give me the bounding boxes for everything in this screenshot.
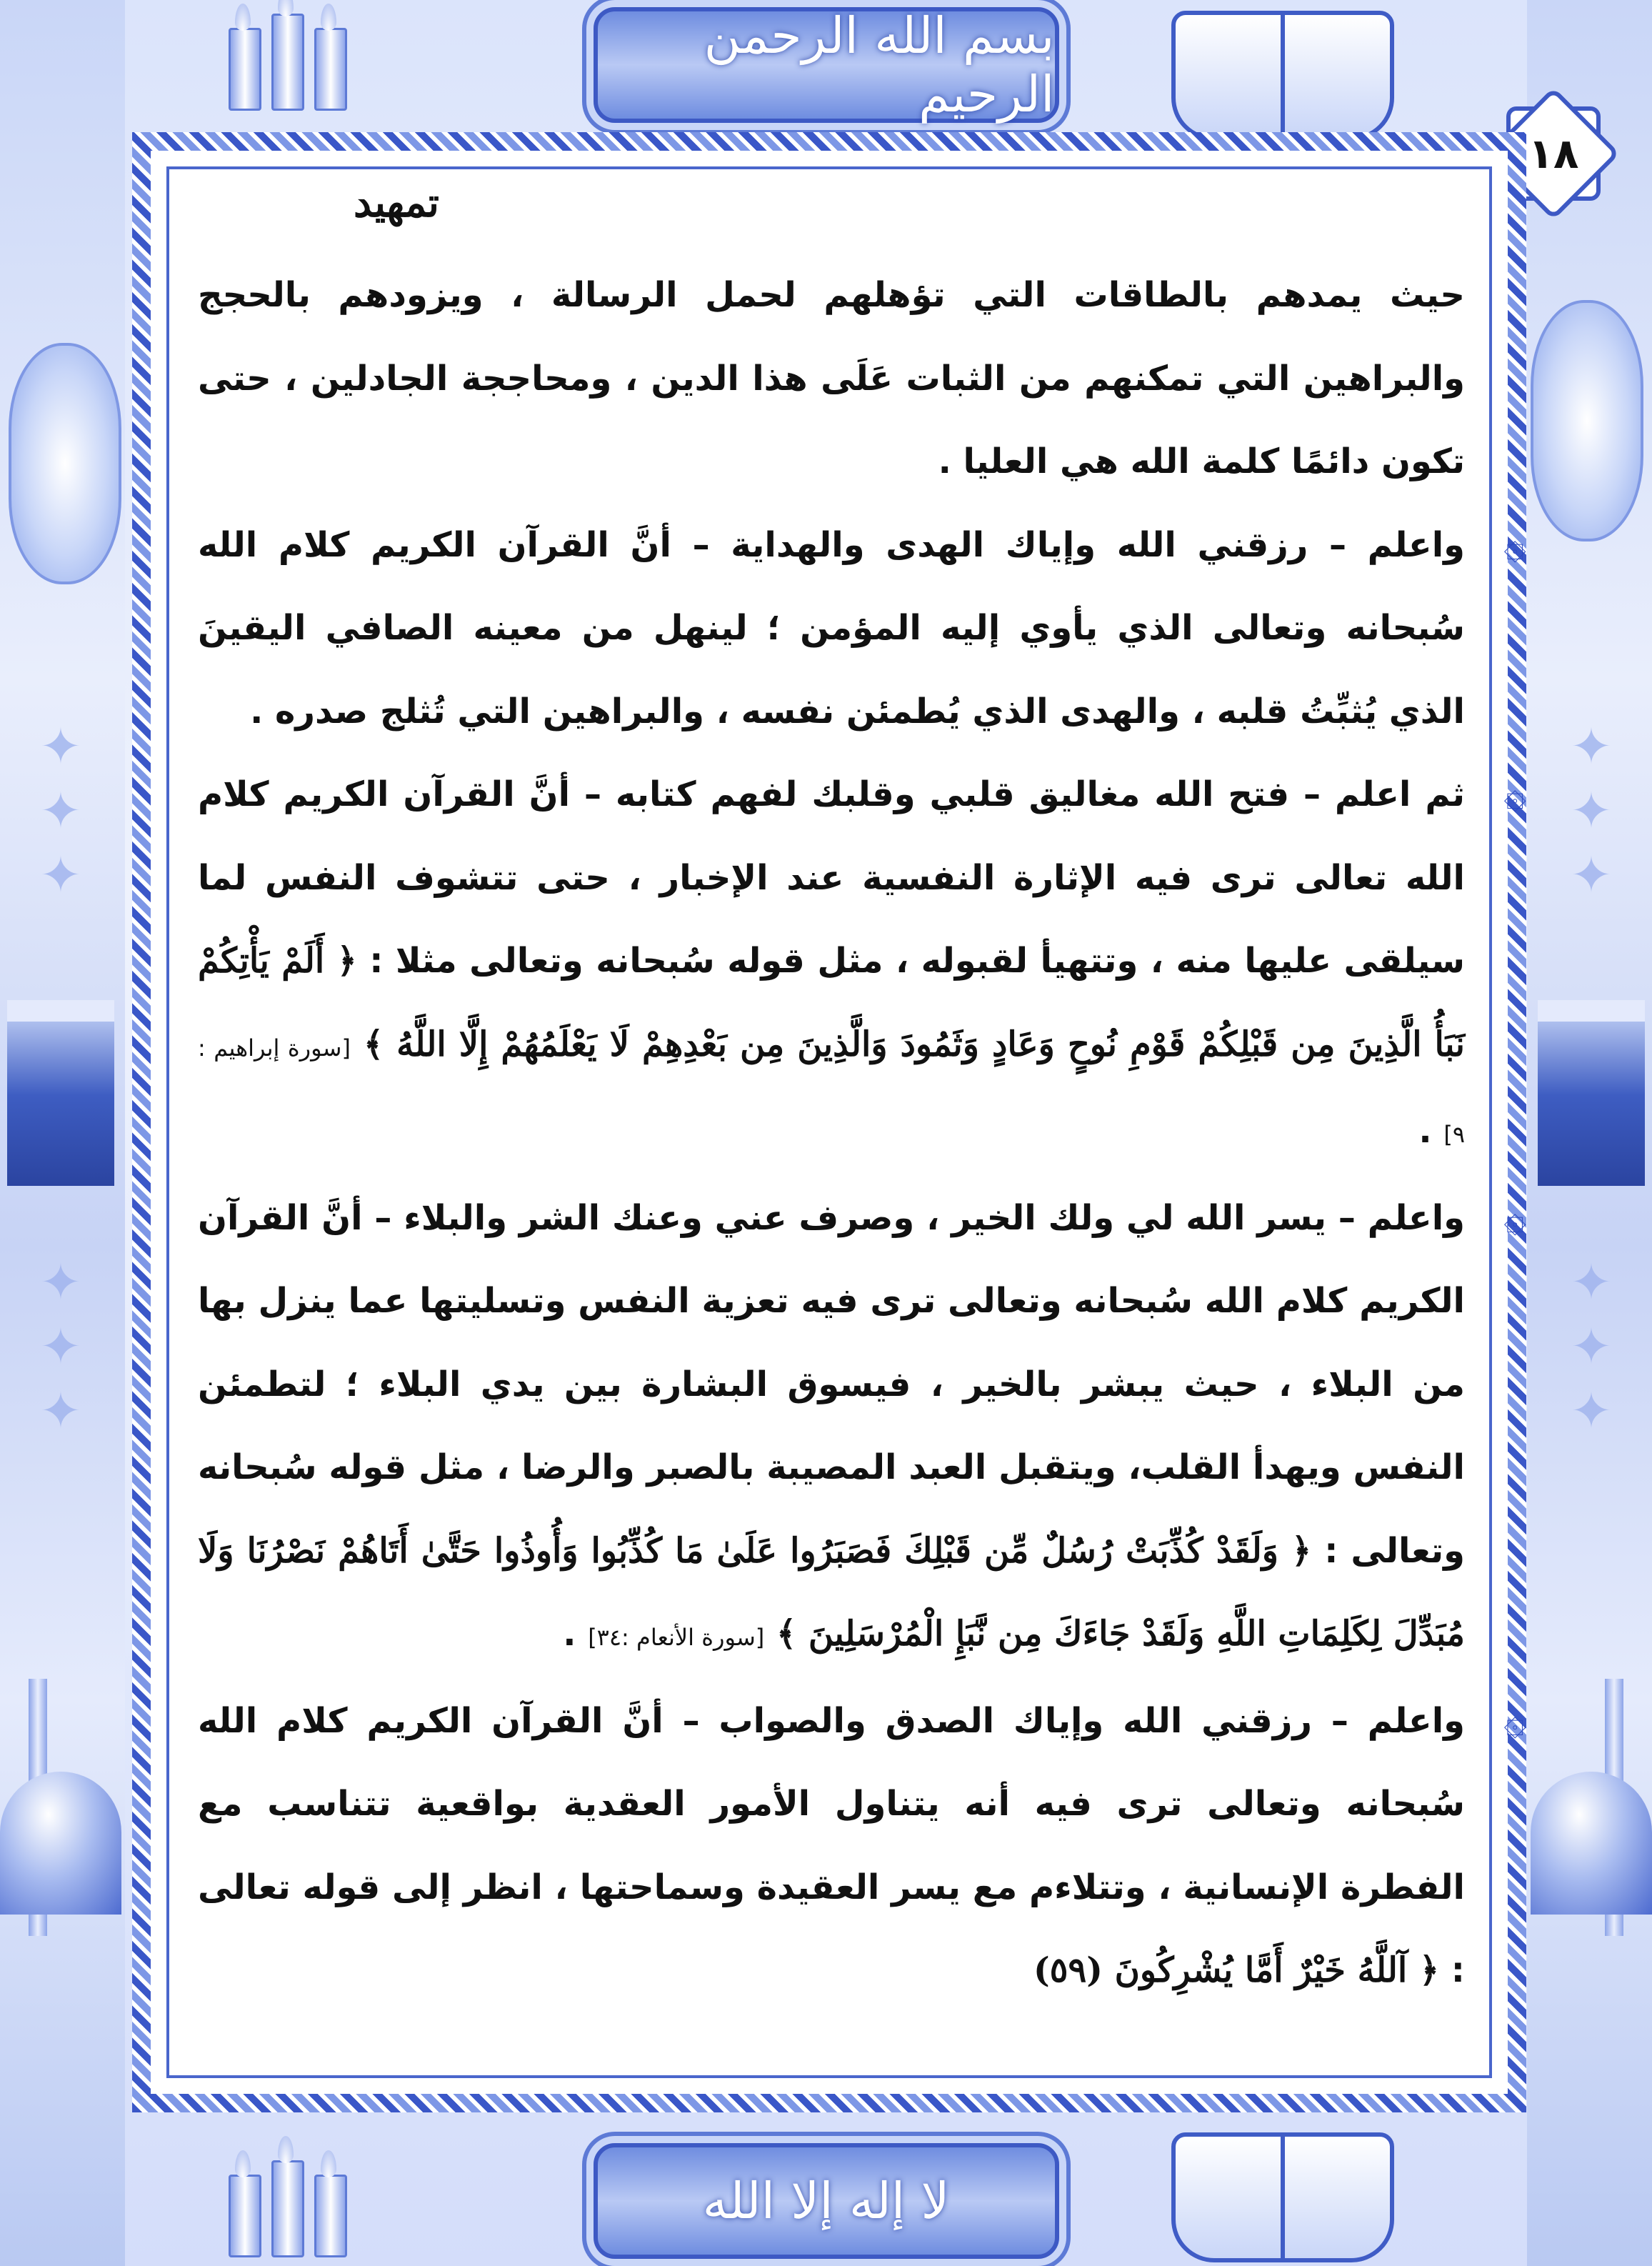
surah-reference: [سورة الأنعام :٣٤]	[588, 1624, 765, 1651]
dome-icon	[0, 1772, 121, 1915]
tahlil-text: لا إله إلا الله	[702, 2172, 950, 2230]
book-top-icon	[1171, 11, 1394, 141]
surah-reference: [سورة إبراهيم : ٩]	[198, 1034, 1465, 1148]
candles-top-icon	[214, 4, 357, 111]
right-decoration	[1527, 0, 1652, 2266]
candles-bottom-icon	[214, 2150, 357, 2257]
quran-quote: ﴿ أَلَمْ يَأْتِكُمْ نَبَأُ الَّذِينَ مِن قَبْلِكُمْ قَوْمِ نُوحٍ وَعَادٍ وَثَمُودَ وَالَّذِينَ مِن بَعْدِهِمْ لَا يَعْلَمُهُمْ إِلَّا اللَّهُ ﴾	[198, 941, 1466, 1064]
text-frame-inner	[166, 166, 1492, 2078]
paragraph-5: ۞ واعلم – رزقني الله وإياك الصدق والصواب – أنَّ القرآن الكريم كلام الله سُبحانه وتعالى ترى فيه أنه يتناول الأمور العقدية بواقعية تتناسب مع الفطرة الإنسانية ، وتتلاءم مع يسر العقيدة وسماحتها ، انظر إلى قوله تعالى : ﴿ آللَّهُ خَيْرٌ أَمَّا يُشْرِكُونَ (٥٩)	[198, 1679, 1465, 2012]
quran-quote: ﴿ وَلَقَدْ كُذِّبَتْ رُسُلٌ مِّن قَبْلِكَ فَصَبَرُوا عَلَىٰ مَا كُذِّبُوا وَأُوذُوا حَتَّىٰ أَتَاهُمْ نَصْرُنَا وَلَا مُبَدِّلَ لِكَلِمَاتِ اللَّهِ وَلَقَدْ جَاءَكَ مِن نَّبَإِ الْمُرْسَلِينَ ﴾	[198, 1530, 1465, 1654]
left-calligraphy-icon: ✦ ✦ ✦	[39, 717, 82, 904]
paragraph-2: ۞ واعلم – رزقني الله وإياك الهدى والهداية – أنَّ القرآن الكريم كلام الله سُبحانه وتعالى الذي يأوي إليه المؤمن ؛ لينهل من معينه الصافي اليقينَ الذي يُثبِّتُ قلبه ، والهدى الذي يُطمئن نفسه ، والبراهين التي تُثلج صدره .	[198, 504, 1465, 754]
left-medallion-icon	[9, 343, 121, 584]
dome-right-icon	[1531, 1772, 1652, 1915]
top-banner	[594, 7, 1059, 123]
left-decoration	[0, 0, 125, 2266]
basmala-text: بسم الله الرحمن الرحيم	[704, 6, 1055, 124]
bottom-banner	[594, 2143, 1059, 2259]
page-title: تمهيد	[353, 179, 440, 226]
right-calligraphy-2-icon: ✦ ✦ ✦	[1570, 1253, 1613, 1440]
right-medallion-icon	[1531, 300, 1643, 541]
left-calligraphy-2-icon: ✦ ✦ ✦	[39, 1253, 82, 1440]
book-bottom-icon	[1171, 2132, 1394, 2262]
paragraph-3: ۞ ثم اعلم – فتح الله مغاليق قلبي وقلبك لفهم كتابه – أنَّ القرآن الكريم كلام الله تعالى ترى فيه الإثارة النفسية عند الإخبار ، حتى تتشوف النفس لما سيلقى عليها منه ، وتتهيأ لقبوله ، مثل قوله سُبحانه وتعالى مثلا : ﴿ أَلَمْ يَأْتِكُمْ نَبَأُ الَّذِينَ مِن قَبْلِكُمْ قَوْمِ نُوحٍ وَعَادٍ وَثَمُودَ وَالَّذِينَ مِن بَعْدِهِمْ لَا يَعْلَمُهُمْ إِلَّا اللَّهُ ﴾ [سورة إبراهيم : ٩] .	[198, 753, 1465, 1177]
body-text	[198, 254, 1465, 2012]
kaaba-right-icon	[1538, 1000, 1645, 1186]
quran-quote: ﴿ آللَّهُ خَيْرٌ أَمَّا يُشْرِكُونَ (٥٩)	[1033, 1950, 1440, 1990]
kaaba-icon	[7, 1000, 114, 1186]
text-frame	[132, 132, 1526, 2112]
paragraph-1: حيث يمدهم بالطاقات التي تؤهلهم لحمل الرسالة ، ويزودهم بالحجج والبراهين التي تمكنهم من الثبات عَلَى هذا الدين ، ومحاججة الجادلين ، حتى تكون دائمًا كلمة الله هي العليا .	[198, 275, 1465, 481]
right-calligraphy-icon: ✦ ✦ ✦	[1570, 717, 1613, 904]
page-number: ١٨	[1528, 129, 1579, 178]
paragraph-4: ۞ واعلم – يسر الله لي ولك الخير ، وصرف عني وعنك الشر والبلاء – أنَّ القرآن الكريم كلام الله سُبحانه وتعالى ترى فيه تعزية النفس وتسليتها عما ينزل بها من البلاء ، حيث يبشر بالخير ، فيسوق البشارة بين يدي البلاء ؛ لتطمئن النفس ويهدأ القلب، ويتقبل العبد المصيبة بالصبر والرضا ، مثل قوله سُبحانه وتعالى : ﴿ وَلَقَدْ كُذِّبَتْ رُسُلٌ مِّن قَبْلِكَ فَصَبَرُوا عَلَىٰ مَا كُذِّبُوا وَأُوذُوا حَتَّىٰ أَتَاهُمْ نَصْرُنَا وَلَا مُبَدِّلَ لِكَلِمَاتِ اللَّهِ وَلَقَدْ جَاءَكَ مِن نَّبَإِ الْمُرْسَلِينَ ﴾ [سورة الأنعام :٣٤] .	[198, 1177, 1465, 1679]
